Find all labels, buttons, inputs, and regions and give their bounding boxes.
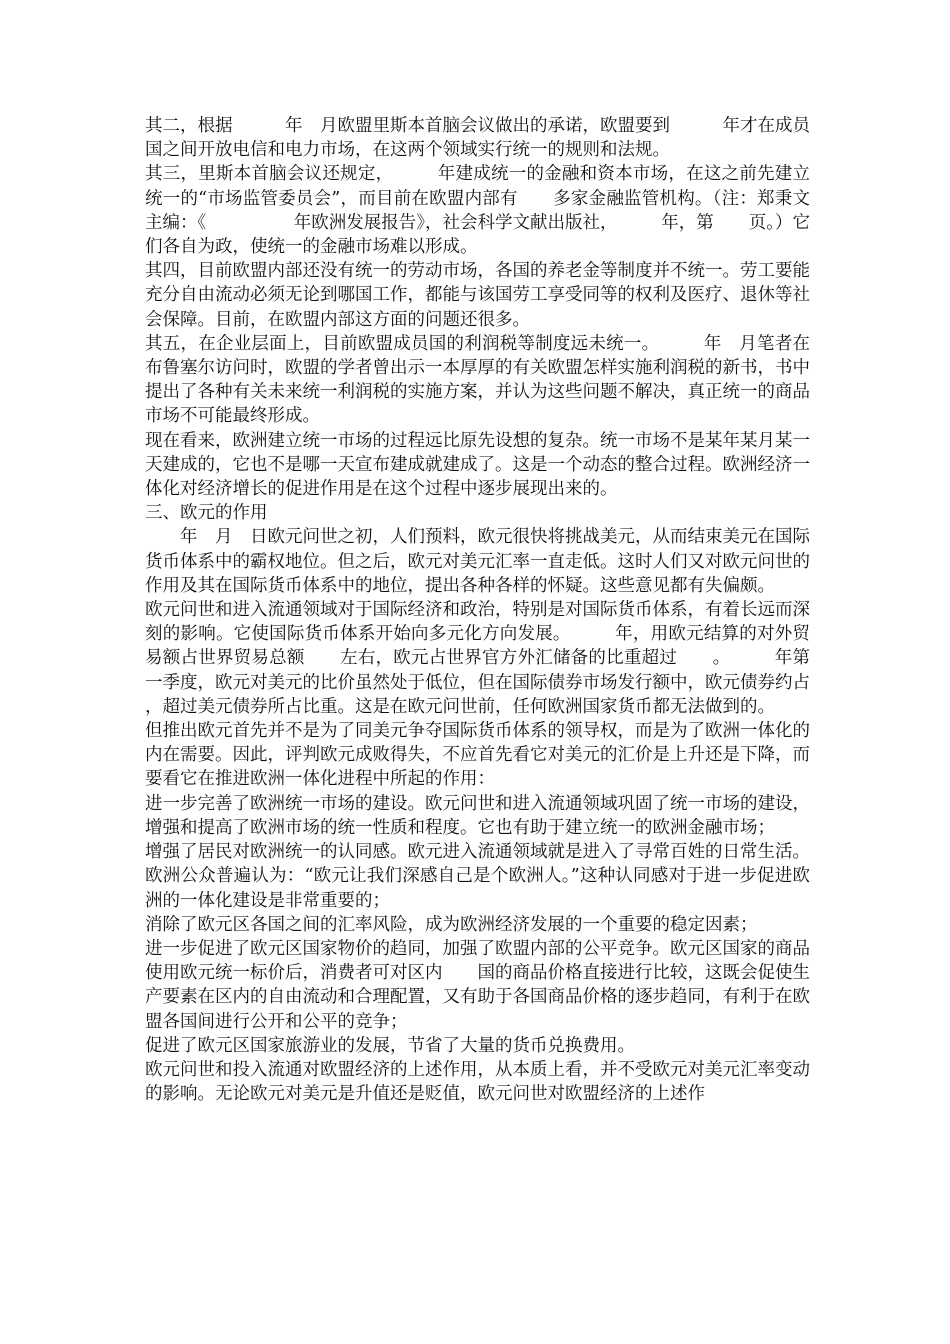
- section-heading: 三、欧元的作用: [145, 503, 268, 524]
- paragraph-point-three: 其三，里斯本首脑会议还规定， 年建成统一的金融和资本市场，在这之前先建立统一的“市场监管委员会”，而目前在欧盟内部有 多家金融监管机构。（注：郑秉文主编：《 年欧洲发展报告》，社会科学文献出版社， 年，第 页。）它们各自为政，使统一的金融市场难以形成。: [145, 164, 810, 258]
- list-item-tourism: 促进了欧元区国家旅游业的发展，节省了大量的货币兑换费用。: [145, 1035, 635, 1056]
- paragraph-euro-launch: 年 月 日欧元问世之初，人们预料，欧元很快将挑战美元，从而结束美元在国际货币体系中的霸权地位。但之后，欧元对美元汇率一直走低。这时人们又对欧元问世的作用及其在国际货币体系中的地位，提出各种各样的怀疑。这些意见都有失偏颇。: [145, 527, 810, 596]
- paragraph-point-four: 其四，目前欧盟内部还没有统一的劳动市场，各国的养老金等制度并不统一。劳工要能充分自由流动必须无论到哪国工作，都能与该国劳工享受同等的权利及医疗、退休等社会保障。目前，在欧盟内部这方面的问题还很多。: [145, 261, 810, 330]
- paragraph-summary: 现在看来，欧洲建立统一市场的过程远比原先设想的复杂。统一市场不是某年某月某一天建成的，它也不是哪一天宣布建成就建成了。这是一个动态的整合过程。欧洲经济一体化对经济增长的促进作用是在这个过程中逐步展现出来的。: [145, 430, 810, 500]
- paragraph-euro-purpose: 但推出欧元首先并不是为了同美元争夺国际货币体系的领导权，而是为了欧洲一体化的内在需要。因此，评判欧元成败得失，不应首先看它对美元的汇价是上升还是下降，而要看它在推进欧洲一体化进程中所起的作用：: [145, 721, 810, 790]
- paragraph-conclusion: 欧元问世和投入流通对欧盟经济的上述作用，从本质上看，并不受欧元对美元汇率变动的影响。无论欧元对美元是升值还是贬值，欧元问世对欧盟经济的上述作: [145, 1059, 810, 1105]
- paragraph-point-five: 其五，在企业层面上，目前欧盟成员国的利润税等制度远未统一。 年 月笔者在布鲁塞尔访问时，欧盟的学者曾出示一本厚厚的有关欧盟怎样实施利润税的新书，书中提出了各种有关未来统一利润税的实施方案，并认为这些问题不解决，真正统一的商品市场不可能最终形成。: [145, 333, 810, 427]
- paragraph-euro-influence: 欧元问世和进入流通领域对于国际经济和政治，特别是对国际货币体系，有着长远而深刻的影响。它使国际货币体系开始向多元化方向发展。 年，用欧元结算的对外贸易额占世界贸易总额 左右，欧元占世界官方外汇储备的比重超过 。 年第一季度，欧元对美元的比价虽然处于低位，但在国际债券市场发行额中，欧元债券约占 ，超过美元债券所占比重。这是在欧元问世前，任何欧洲国家货币都无法做到的。: [145, 600, 845, 717]
- list-item-identity: 增强了居民对欧洲统一的认同感。欧元进入流通领域就是进入了寻常百姓的日常生活。欧洲公众普遍认为：“欧元让我们深感自己是个欧洲人。”这种认同感对于进一步促进欧洲的一体化建设是非常重要的；: [145, 842, 810, 911]
- list-item-price-convergence: 进一步促进了欧元区国家物价的趋同，加强了欧盟内部的公平竞争。欧元区国家的商品使用欧元统一标价后，消费者可对区内 国的商品价格直接进行比较，这既会促使生产要素在区内的自由流动和合理配置，又有助于各国商品价格的逐步趋同，有利于在欧盟各国间进行公开和公平的竞争；: [145, 938, 810, 1032]
- list-item-exchange-risk: 消除了欧元区各国之间的汇率风险，成为欧洲经济发展的一个重要的稳定因素；: [145, 914, 758, 935]
- list-item-market: 进一步完善了欧洲统一市场的建设。欧元问世和进入流通领域巩固了统一市场的建设，增强和提高了欧洲市场的统一性质和程度。它也有助于建立统一的欧洲金融市场；: [145, 793, 810, 838]
- paragraph-point-two: 其二，根据 年 月欧盟里斯本首脑会议做出的承诺，欧盟要到 年才在成员国之间开放电信和电力市场，在这两个领域实行统一的规则和法规。: [145, 116, 810, 161]
- document-body: [145, 114, 845, 1106]
